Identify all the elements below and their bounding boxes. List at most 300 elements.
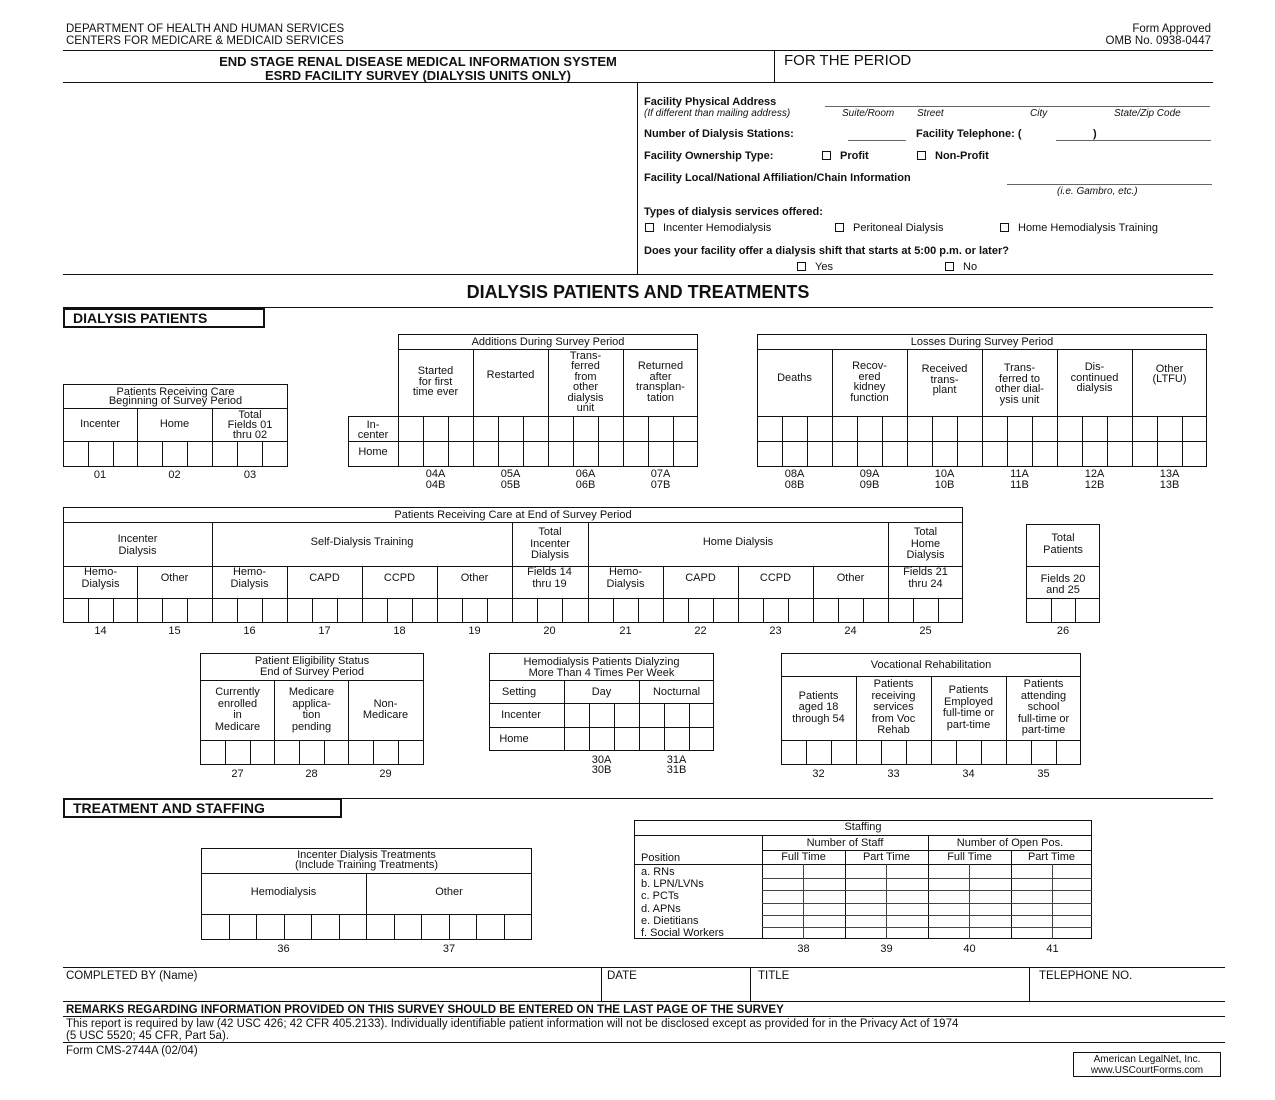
field-number: 24 — [844, 625, 857, 637]
entry-cell[interactable] — [813, 598, 888, 623]
table-rule — [63, 522, 963, 523]
begin-title-1: Patients Receiving Care — [116, 386, 235, 398]
entry-cell[interactable] — [888, 598, 963, 623]
staffing-entry-cell[interactable] — [928, 864, 1010, 939]
end-total-home-3: Dialysis — [906, 549, 945, 561]
vocational-column-header: Patients — [1023, 678, 1064, 691]
additions-column-header: Restarted — [486, 368, 535, 381]
field-37: 37 — [442, 943, 456, 955]
additions-column-header: Started — [417, 365, 454, 378]
losses-column-header: Received — [921, 363, 968, 376]
additions-column-header: ferred — [571, 360, 600, 372]
entry-cell[interactable] — [564, 727, 639, 751]
end-incenter-2: Dialysis — [118, 545, 157, 557]
field-number: 27 — [231, 768, 244, 780]
entry-cell[interactable] — [212, 441, 287, 467]
nonprofit-checkbox[interactable] — [917, 151, 926, 160]
nonprofit-label: Non-Profit — [935, 150, 989, 162]
field-31a: 31A — [666, 754, 687, 766]
treatment-section: TREATMENT AND STAFFING — [63, 798, 342, 818]
eligibility-column-header: Medicare — [362, 709, 409, 721]
entry-cell[interactable] — [137, 441, 212, 467]
row-home: Home — [358, 446, 388, 458]
peritoneal-checkbox[interactable] — [835, 223, 844, 232]
end-self-training: Self-Dialysis Training — [310, 536, 414, 548]
eligibility-column-header: in — [233, 709, 242, 721]
field-number: 21 — [619, 625, 632, 637]
vocational-title: Vocational Rehabilitation — [870, 659, 992, 671]
end-column-header: Dialysis — [81, 578, 120, 590]
field-number: 15 — [168, 625, 181, 637]
eligibility-column-header: enrolled — [217, 697, 258, 710]
staffing-entry-cell[interactable] — [762, 864, 844, 939]
hemo4x-title-2: More Than 4 Times Per Week — [528, 667, 675, 679]
vocational-column-header: receiving — [871, 689, 916, 702]
field-number: 08A — [784, 468, 805, 480]
shift-yes-label: Yes — [815, 261, 833, 273]
field-26: 26 — [1056, 625, 1070, 637]
end-column-header: Hemo- — [608, 566, 642, 578]
eligibility-column-header: tion — [302, 709, 321, 721]
table-rule — [634, 835, 1092, 836]
vocational-column-header: attending — [1020, 689, 1067, 702]
law-line-2: (5 USC 5520; 45 CFR, Part 5a). — [66, 1030, 229, 1042]
additions-column-header: other — [572, 381, 599, 393]
staff-full-time: Full Time — [781, 851, 826, 863]
end-total-incenter-2: Incenter — [530, 538, 570, 550]
field-number: 32 — [812, 768, 825, 780]
state-zip-label: State/Zip Code — [1114, 108, 1181, 119]
form-title-2: ESRD FACILITY SURVEY (DIALYSIS UNITS ONLY) — [264, 68, 572, 83]
header-rule-2 — [63, 82, 1213, 83]
end-column-header: CAPD — [685, 572, 716, 584]
footer-rule-3 — [63, 1042, 1225, 1043]
losses-column-header: Dis- — [1084, 361, 1105, 374]
omb-number: OMB No. 0938-0447 — [1105, 35, 1211, 47]
services-question: Types of dialysis services offered: — [644, 206, 823, 218]
field-number: 25 — [919, 625, 932, 637]
staffing-row-label: f. Social Workers — [641, 927, 724, 939]
staffing-row-label: a. RNs — [641, 866, 675, 878]
vocational-column-header: school — [1027, 701, 1060, 714]
staffing-position: Position — [641, 852, 681, 864]
period-label: FOR THE PERIOD — [784, 52, 912, 69]
entry-cell[interactable] — [398, 441, 473, 467]
field-01: 01 — [93, 469, 107, 481]
dept-line-2: CENTERS FOR MEDICARE & MEDICAID SERVICES — [66, 35, 344, 47]
losses-column-header: Other — [1155, 362, 1184, 375]
additions-column-header: from — [574, 370, 597, 383]
peritoneal-label: Peritoneal Dialysis — [853, 222, 944, 234]
begin-home: Home — [159, 418, 190, 430]
eligibility-column-header: applica- — [292, 697, 331, 710]
table-rule — [489, 680, 714, 681]
field-number: 13A — [1159, 468, 1180, 480]
end-column-header: thru 24 — [908, 578, 943, 590]
staffing-row-label: c. PCTs — [641, 890, 679, 903]
suite-label: Suite/Room — [842, 108, 895, 119]
shift-no-label: No — [963, 261, 978, 273]
dept-line-1: DEPARTMENT OF HEALTH AND HUMAN SERVICES — [66, 23, 345, 35]
entry-cell[interactable] — [982, 416, 1057, 441]
treatments-title-2: (Include Training Treatments) — [294, 859, 439, 871]
address-line[interactable] — [825, 106, 1210, 107]
field-number: 10A — [934, 468, 955, 480]
table-rule — [750, 967, 751, 1001]
end-column-header: Hemo- — [232, 566, 266, 578]
entry-cell[interactable] — [287, 598, 362, 623]
end-home-dialysis: Home Dialysis — [702, 536, 774, 548]
losses-column-header: Trans- — [1003, 362, 1036, 374]
total-patients-2: Patients — [1043, 544, 1083, 556]
field-36: 36 — [277, 943, 290, 955]
field-number: 11A — [1010, 468, 1029, 480]
table-rule — [601, 967, 602, 1001]
vocational-column-header: Patients — [948, 684, 989, 696]
end-title: Patients Receiving Care at End of Survey Period — [394, 509, 632, 521]
entry-cell[interactable] — [348, 740, 423, 765]
entry-cell[interactable] — [200, 740, 275, 765]
field-number: 11B — [1010, 479, 1029, 491]
entry-cell[interactable] — [1057, 416, 1132, 441]
hemo4x-home: Home — [499, 733, 529, 745]
form-number: Form CMS-2744A (02/04) — [66, 1045, 198, 1057]
row-incenter-2: center — [357, 429, 389, 441]
facility-bottom-rule — [63, 274, 1213, 275]
entry-cell[interactable] — [931, 740, 1006, 765]
additions-column-header: Returned — [637, 360, 684, 372]
end-column-header: CCPD — [383, 572, 416, 584]
losses-title: Losses During Survey Period — [910, 336, 1054, 348]
footer-rule-top — [63, 967, 1225, 968]
end-column-header: Dialysis — [230, 578, 269, 590]
vocational-column-header: part-time — [1021, 724, 1066, 737]
additions-column-header: tation — [647, 391, 674, 404]
main-title: DIALYSIS PATIENTS AND TREATMENTS — [466, 282, 810, 302]
stations-label: Number of Dialysis Stations: — [644, 128, 794, 140]
legalnet-box — [1073, 1052, 1221, 1077]
end-incenter-1: Incenter — [117, 533, 158, 545]
entry-cell[interactable] — [274, 740, 349, 765]
entry-cell[interactable] — [781, 740, 856, 765]
vocational-column-header: full-time or — [942, 707, 995, 719]
hemo4x-setting: Setting — [501, 686, 537, 698]
field-number: 23 — [769, 625, 782, 637]
field-number: 41 — [1046, 943, 1059, 955]
entry-cell[interactable] — [1057, 441, 1132, 467]
vocational-column-header: full-time or — [1017, 712, 1070, 725]
legalnet-line-2: www.USCourtForms.com — [1090, 1065, 1204, 1076]
field-number: 34 — [962, 768, 975, 780]
field-number: 06B — [575, 479, 596, 491]
end-total-incenter-1: Total — [538, 526, 562, 538]
affiliation-field[interactable] — [1007, 184, 1212, 185]
entry-cell[interactable] — [437, 598, 512, 623]
completed-by-label: COMPLETED BY (Name) — [66, 970, 198, 982]
field-30b: 30B — [591, 764, 612, 776]
form-approved: Form Approved — [1132, 23, 1211, 35]
entry-cell[interactable] — [832, 441, 907, 467]
entry-cell[interactable] — [1132, 441, 1207, 467]
end-column-header: Hemo- — [83, 566, 117, 578]
entry-cell[interactable] — [548, 416, 623, 441]
vocational-column-header: aged 18 — [798, 701, 839, 714]
eligibility-column-header: Medicare — [214, 720, 261, 733]
legalnet-line-1: American LegalNet, Inc. — [1093, 1054, 1201, 1065]
profit-label: Profit — [840, 150, 869, 162]
home-hemo-checkbox[interactable] — [1000, 223, 1009, 232]
staffing-row-label: e. Dietitians — [641, 914, 699, 927]
row-incenter-1: In- — [366, 419, 380, 431]
field-number: 07A — [650, 468, 671, 480]
shift-no-checkbox[interactable] — [945, 262, 954, 271]
facility-divider — [637, 83, 638, 274]
vocational-column-header: Employed — [944, 695, 993, 708]
entry-cell[interactable] — [1026, 598, 1100, 623]
table-rule — [1026, 566, 1100, 567]
entry-cell[interactable] — [982, 441, 1057, 467]
entry-cell[interactable] — [1006, 740, 1081, 765]
losses-column-header: ferred to — [999, 372, 1040, 385]
entry-cell[interactable] — [639, 703, 714, 727]
losses-column-header: plant — [932, 384, 957, 397]
losses-column-header: continued — [1070, 371, 1119, 384]
telephone-no-label: TELEPHONE NO. — [1039, 970, 1133, 982]
field-number: 16 — [243, 625, 256, 637]
field-number: 12B — [1084, 479, 1105, 491]
entry-cell[interactable] — [623, 416, 698, 441]
entry-cell[interactable] — [663, 598, 738, 623]
entry-cell[interactable] — [623, 441, 698, 467]
end-column-header: Other — [460, 572, 489, 584]
entry-cell[interactable] — [137, 598, 212, 623]
table-rule — [1029, 967, 1030, 1001]
end-column-header: Dialysis — [606, 578, 645, 590]
ownership-label: Facility Ownership Type: — [644, 150, 774, 162]
eligibility-column-header: Currently — [215, 686, 260, 698]
entry-cell[interactable] — [548, 441, 623, 467]
staffing-entry-cell[interactable] — [1011, 864, 1093, 939]
affiliation-example: (i.e. Gambro, etc.) — [1057, 186, 1138, 197]
hemo4x-nocturnal: Nocturnal — [652, 686, 701, 698]
eligibility-column-header: pending — [291, 720, 332, 733]
field-number: 07B — [650, 479, 671, 491]
staffing-row-label: b. LPN/LVNs — [641, 878, 704, 891]
remarks-note: REMARKS REGARDING INFORMATION PROVIDED ON THIS SURVEY SHOULD BE ENTERED ON THE LAST PAGE OF THE SURVEY — [66, 1004, 784, 1016]
entry-cell[interactable] — [757, 416, 832, 441]
field-number: 19 — [468, 625, 481, 637]
eligibility-title-1: Patient Eligibility Status — [254, 655, 370, 667]
end-column-header: Fields 14 — [527, 566, 572, 578]
end-column-header: CCPD — [759, 572, 792, 584]
field-31b: 31B — [666, 764, 687, 776]
city-label: City — [1030, 108, 1048, 119]
entry-cell[interactable] — [63, 441, 138, 467]
losses-column-header: ered — [858, 370, 881, 383]
end-column-header: Other — [836, 572, 865, 584]
begin-title-2: Beginning of Survey Period — [108, 395, 243, 407]
field-number: 05A — [500, 468, 521, 480]
profit-checkbox[interactable] — [822, 151, 831, 160]
eligibility-title-2: End of Survey Period — [260, 666, 364, 678]
vocational-column-header: from Voc — [871, 712, 916, 725]
eligibility-column-header: Medicare — [288, 686, 335, 698]
entry-cell[interactable] — [366, 914, 531, 940]
field-number: 09B — [859, 479, 880, 491]
losses-column-header: trans- — [930, 373, 959, 386]
end-column-header: thru 19 — [532, 578, 567, 590]
table-rule — [200, 680, 424, 681]
street-label: Street — [917, 108, 944, 119]
field-number: 17 — [318, 625, 331, 637]
vocational-column-header: Patients — [873, 678, 914, 691]
hemo4x-title-1: Hemodialysis Patients Dialyzing — [523, 656, 680, 668]
incenter-hemo-checkbox[interactable] — [645, 223, 654, 232]
dialysis-patients-section: DIALYSIS PATIENTS — [63, 308, 265, 328]
field-number: 20 — [543, 625, 556, 637]
stations-field[interactable] — [848, 140, 906, 141]
shift-question: Does your facility offer a dialysis shift that starts at 5:00 p.m. or later? — [644, 245, 1009, 257]
header-rule — [63, 50, 1213, 51]
telephone-field[interactable] — [1056, 140, 1211, 141]
additions-title: Additions During Survey Period — [471, 336, 625, 348]
field-number: 05B — [500, 479, 521, 491]
vocational-column-header: part-time — [946, 718, 991, 731]
field-number: 29 — [379, 768, 392, 780]
total-patients-4: and 25 — [1046, 584, 1080, 596]
additions-column-header: dialysis — [567, 391, 604, 404]
shift-yes-checkbox[interactable] — [797, 262, 806, 271]
losses-column-header: ysis unit — [999, 393, 1040, 406]
entry-cell[interactable] — [907, 441, 982, 467]
field-02: 02 — [168, 469, 181, 481]
losses-column-header: Recov- — [852, 360, 887, 372]
field-03: 03 — [243, 469, 257, 481]
entry-cell[interactable] — [564, 703, 639, 727]
treatments-hemo: Hemodialysis — [250, 886, 317, 898]
field-30a: 30A — [591, 754, 612, 766]
form-title-1: END STAGE RENAL DISEASE MEDICAL INFORMATION SYSTEM — [219, 54, 617, 69]
hemo4x-incenter: Incenter — [501, 709, 541, 721]
end-column-header: Other — [160, 572, 189, 584]
eligibility-column-header: Non- — [373, 697, 398, 710]
field-number: 38 — [797, 943, 810, 955]
losses-column-header: other dial- — [995, 383, 1044, 395]
staffing-row-label: d. APNs — [641, 902, 681, 915]
field-number: 14 — [94, 625, 107, 637]
total-patients-3: Fields 20 — [1040, 573, 1086, 585]
field-number: 33 — [887, 768, 900, 780]
entry-cell[interactable] — [398, 416, 473, 441]
additions-column-header: unit — [576, 402, 595, 414]
field-number: 06A — [575, 468, 596, 480]
field-number: 12A — [1084, 468, 1105, 480]
entry-cell[interactable] — [588, 598, 663, 623]
entry-cell[interactable] — [1132, 416, 1207, 441]
losses-column-header: dialysis — [1076, 382, 1113, 395]
field-number: 18 — [393, 625, 406, 637]
losses-column-header: kidney — [853, 381, 886, 393]
begin-total-2: Fields 01 — [227, 419, 273, 431]
header-divider — [774, 50, 775, 82]
incenter-hemo-label: Incenter Hemodialysis — [663, 222, 772, 234]
end-column-header: CAPD — [309, 572, 340, 584]
hemo4x-day: Day — [591, 686, 612, 698]
entry-cell[interactable] — [212, 598, 287, 623]
vocational-column-header: Rehab — [877, 724, 910, 737]
staffing-num-staff: Number of Staff — [806, 837, 884, 849]
field-number: 13B — [1159, 479, 1180, 491]
begin-total-3: thru 02 — [232, 429, 268, 441]
losses-column-header: function — [850, 391, 889, 404]
home-hemo-label: Home Hemodialysis Training — [1018, 222, 1158, 234]
entry-cell[interactable] — [512, 598, 587, 623]
field-number: 39 — [880, 943, 893, 955]
field-number: 22 — [694, 625, 707, 637]
staffing-entry-cell[interactable] — [845, 864, 927, 939]
vocational-column-header: Patients — [798, 689, 839, 702]
entry-cell[interactable] — [473, 416, 548, 441]
begin-total-1: Total — [238, 409, 262, 421]
field-number: 28 — [305, 768, 318, 780]
affiliation-label: Facility Local/National Affiliation/Chain Information — [644, 172, 911, 184]
entry-cell[interactable] — [362, 598, 437, 623]
treatments-title-1: Incenter Dialysis Treatments — [297, 849, 436, 861]
entry-cell[interactable] — [832, 416, 907, 441]
vocational-column-header: through 54 — [792, 712, 845, 725]
additions-column-header: for first — [418, 375, 453, 388]
additions-column-header: Trans- — [569, 349, 602, 362]
treatments-other: Other — [435, 886, 463, 898]
end-total-incenter-3: Dialysis — [531, 549, 569, 561]
staffing-title: Staffing — [844, 821, 882, 833]
entry-cell[interactable] — [639, 727, 714, 751]
end-total-home-1: Total — [913, 526, 938, 538]
field-number: 08B — [784, 479, 805, 491]
field-number: 35 — [1037, 768, 1050, 780]
title-label: TITLE — [758, 970, 790, 982]
footer-rule-mid — [63, 1001, 1225, 1002]
field-number: 04B — [425, 479, 446, 491]
address-note: (If different than mailing address) — [644, 108, 791, 119]
additions-column-header: after — [649, 370, 672, 383]
open-part-time: Part Time — [1027, 851, 1076, 863]
vocational-column-header: services — [873, 701, 914, 714]
additions-column-header: time ever — [412, 386, 459, 399]
telephone-close: ) — [1093, 128, 1097, 140]
field-number: 04A — [425, 468, 446, 480]
begin-incenter: Incenter — [80, 418, 120, 430]
additions-column-header: transplan- — [636, 381, 685, 393]
end-column-header: Fields 21 — [903, 566, 948, 578]
entry-cell[interactable] — [907, 416, 982, 441]
entry-cell[interactable] — [473, 441, 548, 467]
entry-cell[interactable] — [201, 914, 366, 940]
staff-part-time: Part Time — [862, 851, 911, 863]
field-number: 40 — [963, 943, 976, 955]
losses-column-header: (LTFU) — [1152, 373, 1187, 385]
field-number: 09A — [859, 468, 880, 480]
entry-cell[interactable] — [63, 598, 138, 623]
entry-cell[interactable] — [856, 740, 931, 765]
staffing-open-pos: Number of Open Pos. — [956, 837, 1064, 849]
entry-cell[interactable] — [738, 598, 813, 623]
telephone-label: Facility Telephone: ( — [916, 128, 1022, 140]
open-full-time: Full Time — [947, 851, 992, 863]
footer-rule-2 — [63, 1016, 1225, 1017]
losses-column-header: Deaths — [777, 371, 812, 384]
entry-cell[interactable] — [757, 441, 832, 467]
